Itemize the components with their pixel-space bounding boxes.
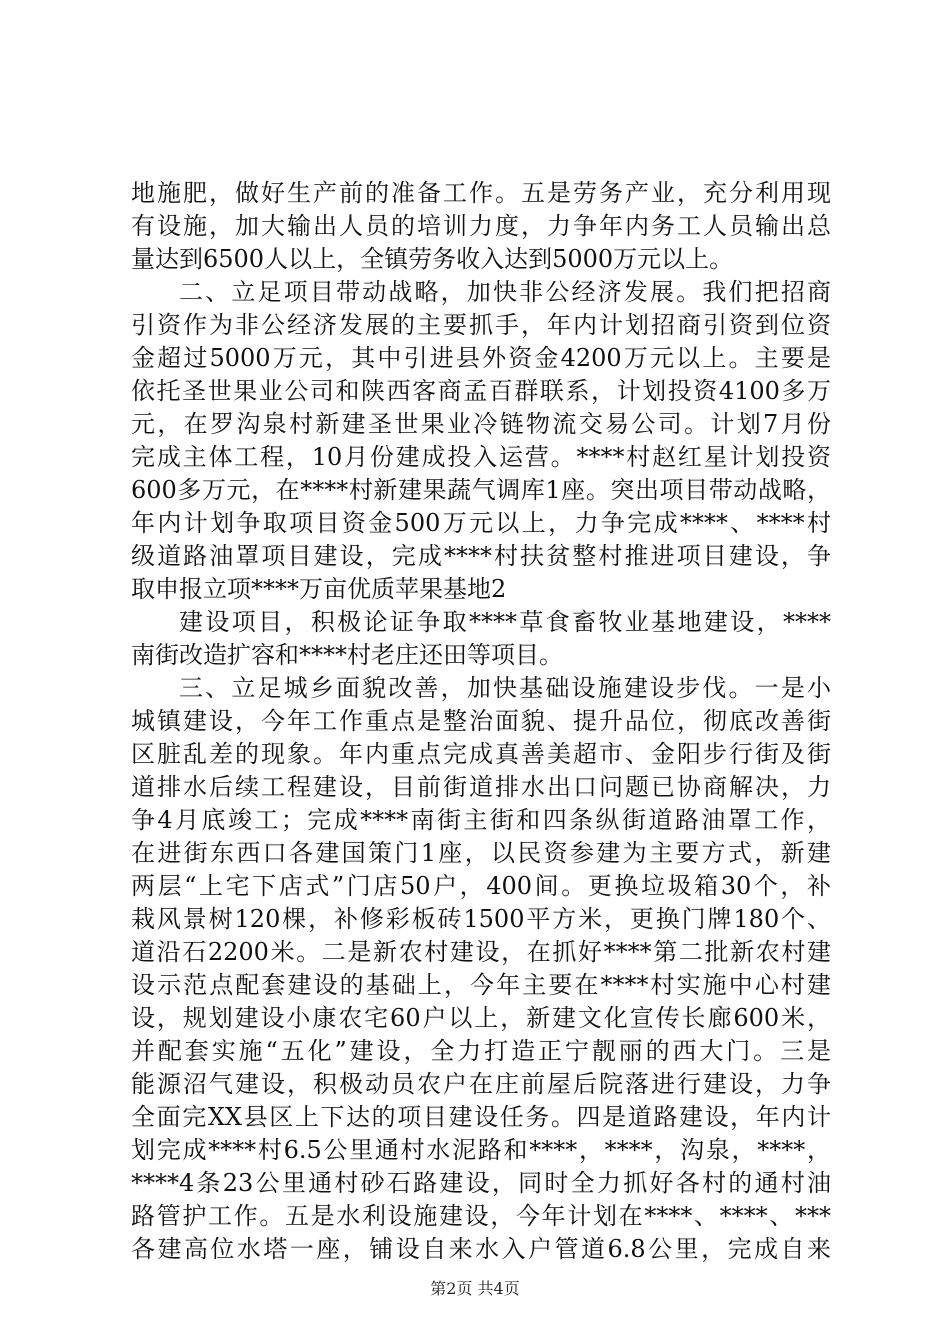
text-line: 地施肥，做好生产前的准备工作。五是劳务产业，充分利用现 <box>131 179 831 207</box>
text-line: 金超过5000万元，其中引进县外资金4200万元以上。主要是 <box>131 344 831 372</box>
text-line: 城镇建设，今年工作重点是整治面貌、提升品位，彻底改善街 <box>131 707 831 735</box>
text-line: 路管护工作。五是水利设施建设，今年计划在****、****、*** <box>131 1202 831 1230</box>
text-line: 设，规划建设小康农宅60户以上，新建文化宣传长廊600米， <box>131 1004 831 1032</box>
text-line: 在进街东西口各建国策门1座，以民资参建为主要方式，新建 <box>131 839 831 867</box>
text-line: 引资作为非公经济发展的主要抓手，年内计划招商引资到位资 <box>131 311 831 339</box>
text-line: 取申报立项****万亩优质苹果基地2 <box>131 575 507 603</box>
text-line: 全面完XX县区上下达的项目建设任务。四是道路建设，年内计 <box>131 1103 831 1131</box>
text-line: 栽风景树120棵，补修彩板砖1500平方米，更换门牌180个、 <box>131 905 831 933</box>
text-line: 二、立足项目带动战略，加快非公经济发展。我们把招商 <box>179 278 831 306</box>
paragraph-1 <box>131 177 831 276</box>
text-line: 各建高位水塔一座，铺设自来水入户管道6.8公里，完成自来 <box>131 1235 831 1263</box>
text-line: 年内计划争取项目资金500万元以上，力争完成****、****村 <box>131 509 831 537</box>
text-line: 完成主体工程，10月份建成投入运营。****村赵红星计划投资 <box>131 443 831 471</box>
text-line: 能源沼气建设，积极动员农户在庄前屋后院落进行建设，力争 <box>131 1070 831 1098</box>
text-line: 有设施，加大输出人员的培训力度，力争年内务工人员输出总 <box>131 212 831 240</box>
text-line: 南街改造扩容和****村老庄还田等项目。 <box>131 641 563 669</box>
paragraph-4 <box>131 672 831 1266</box>
text-line: 道排水后续工程建设，目前街道排水出口问题已协商解决，力 <box>131 773 831 801</box>
paragraph-3 <box>131 606 831 672</box>
text-line: 道沿石2200米。二是新农村建设，在抓好****第二批新农村建 <box>131 938 831 966</box>
text-line: 600多万元，在****村新建果蔬气调库1座。突出项目带动战略， <box>131 476 831 504</box>
text-line: 争4月底竣工；完成****南街主街和四条纵街道路油罩工作， <box>131 806 831 834</box>
text-line: 量达到6500人以上，全镇劳务收入达到5000万元以上。 <box>131 245 734 273</box>
paragraph-2 <box>131 276 831 606</box>
text-line: 依托圣世果业公司和陕西客商孟百群联系，计划投资4100多万 <box>131 377 831 405</box>
document-body <box>131 177 831 1266</box>
text-line: 并配套实施“五化”建设，全力打造正宁靓丽的西大门。三是 <box>131 1037 831 1065</box>
text-line: 区脏乱差的现象。年内重点完成真善美超市、金阳步行街及街 <box>131 740 831 768</box>
text-line: 划完成****村6.5公里通村水泥路和****，****，沟泉，****， <box>131 1136 831 1164</box>
page-number-footer: 第2页 共4页 <box>430 1279 520 1298</box>
text-line: 建设项目，积极论证争取****草食畜牧业基地建设，**** <box>179 608 831 636</box>
text-line: 设示范点配套建设的基础上，今年主要在****村实施中心村建 <box>131 971 831 999</box>
text-line: ****4条23公里通村砂石路建设，同时全力抓好各村的通村油 <box>131 1169 831 1197</box>
text-line: 三、立足城乡面貌改善，加快基础设施建设步伐。一是小 <box>179 674 831 702</box>
text-line: 级道路油罩项目建设，完成****村扶贫整村推进项目建设，争 <box>131 542 831 570</box>
text-line: 两层“上宅下店式”门店50户，400间。更换垃圾箱30个，补 <box>131 872 831 900</box>
text-line: 元，在罗沟泉村新建圣世果业冷链物流交易公司。计划7月份 <box>131 410 831 438</box>
